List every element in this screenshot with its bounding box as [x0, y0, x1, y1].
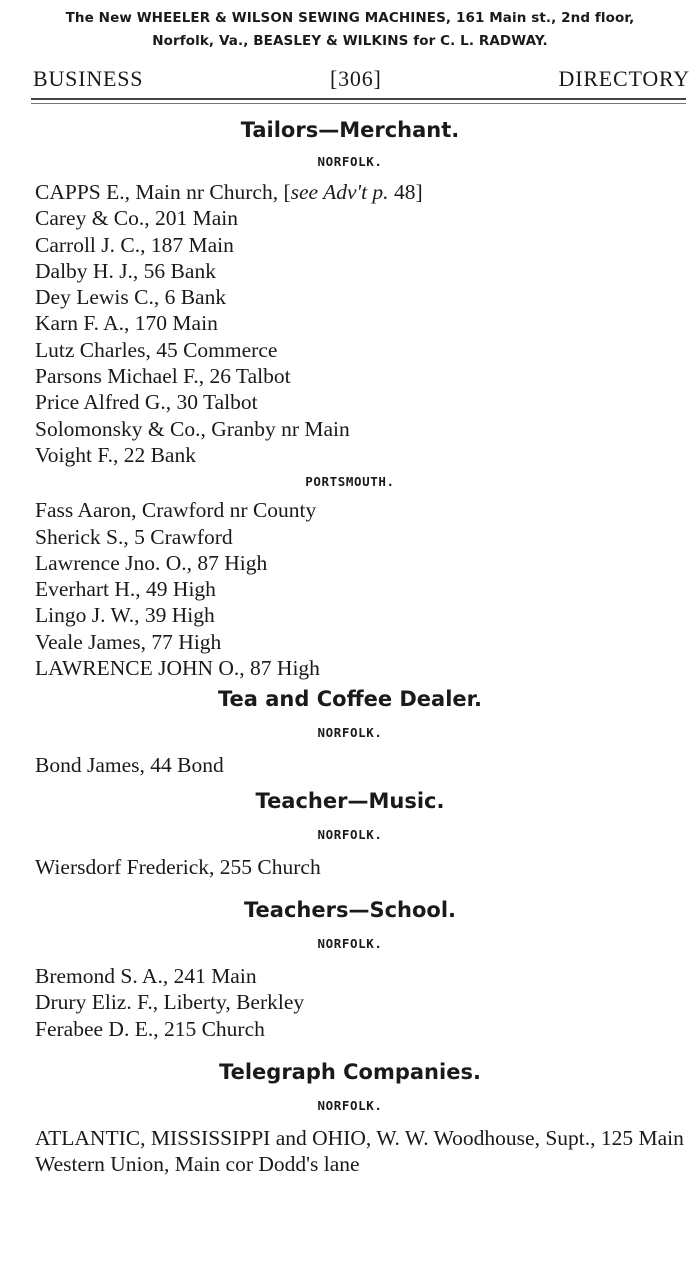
list-item: Bond James, 44 Bond: [35, 753, 224, 778]
entry-list: [0, 963, 700, 1042]
list-item: Price Alfred G., 30 Talbot: [35, 390, 258, 415]
list-item: Drury Eliz. F., Liberty, Berkley: [35, 990, 305, 1015]
header-rule-thin: [31, 103, 686, 104]
section-title: Teacher—Music.: [255, 788, 445, 813]
list-item: Solomonsky & Co., Granby nr Main: [35, 416, 350, 441]
running-head: [0, 64, 700, 98]
list-item: Veale James, 77 High: [35, 629, 222, 654]
entry-list: [0, 752, 700, 778]
entry-list: [0, 1125, 700, 1178]
list-item: Everhart H., 49 High: [35, 577, 216, 602]
section-teacher-music: [0, 789, 700, 880]
city-heading: NORFOLK.: [317, 935, 383, 951]
list-item: Dey Lewis C., 6 Bank: [35, 285, 227, 310]
advertisement-line-2: Norfolk, Va., BEASLEY & WILKINS for C. L. RADWAY.: [152, 33, 548, 49]
list-item: Carey & Co., 201 Main: [35, 206, 239, 231]
header-rule: [31, 98, 686, 100]
section-title: Tailors—Merchant.: [240, 118, 460, 142]
city-heading: NORFOLK.: [317, 725, 383, 741]
list-item: Lawrence Jno. O., 87 High: [35, 550, 268, 575]
section-tailors: [0, 118, 700, 681]
list-item: Ferabee D. E., 215 Church: [35, 1016, 265, 1041]
list-item: Sherick S., 5 Crawford: [35, 524, 233, 549]
advertisement-line-1: The New WHEELER & WILSON SEWING MACHINES, 161 Main st., 2nd floor,: [65, 10, 635, 26]
entry-list: [0, 497, 700, 681]
running-head-left: BUSINESS: [33, 66, 144, 91]
list-item: Voight F., 22 Bank: [35, 442, 196, 467]
advertisement-reference: see Adv't p.: [290, 180, 389, 204]
list-item: Parsons Michael F., 26 Talbot: [35, 364, 291, 389]
city-heading: NORFOLK.: [317, 154, 383, 169]
entry-list: [0, 854, 700, 880]
city-heading: NORFOLK.: [317, 826, 383, 842]
section-title: Teachers—School.: [244, 897, 456, 922]
city-heading: NORFOLK.: [317, 1097, 383, 1113]
list-item: Lingo J. W., 39 High: [35, 603, 215, 628]
list-item: Carroll J. C., 187 Main: [35, 232, 234, 257]
running-head-right: DIRECTORY: [558, 66, 690, 91]
list-item: Wiersdorf Frederick, 255 Church: [35, 854, 321, 879]
section-telegraph: [0, 1060, 700, 1178]
section-tea-coffee: [0, 687, 700, 778]
list-item: Western Union, Main cor Dodd's lane: [35, 1152, 360, 1177]
entry-text: CAPPS E., Main nr Church, [: [35, 180, 291, 204]
city-heading: PORTSMOUTH.: [305, 474, 395, 490]
list-item: [35, 179, 700, 205]
section-title: Telegraph Companies.: [219, 1059, 481, 1084]
page-number: [306]: [330, 66, 382, 91]
entry-text-end: 48]: [388, 180, 423, 204]
list-item: Fass Aaron, Crawford nr County: [35, 498, 317, 523]
section-title: Tea and Coffee Dealer.: [218, 687, 482, 712]
list-item: LAWRENCE JOHN O., 87 High: [35, 656, 320, 681]
list-item: Dalby H. J., 56 Bank: [35, 258, 216, 283]
list-item: Bremond S. A., 241 Main: [35, 963, 257, 988]
list-item: ATLANTIC, MISSISSIPPI and OHIO, W. W. Woodhouse, Supt., 125 Main: [35, 1125, 684, 1150]
list-item: Lutz Charles, 45 Commerce: [35, 337, 278, 362]
section-teachers-school: [0, 898, 700, 1042]
list-item: Karn F. A., 170 Main: [35, 311, 218, 336]
advertisement-banner: [0, 0, 700, 53]
entry-list: [0, 179, 700, 468]
